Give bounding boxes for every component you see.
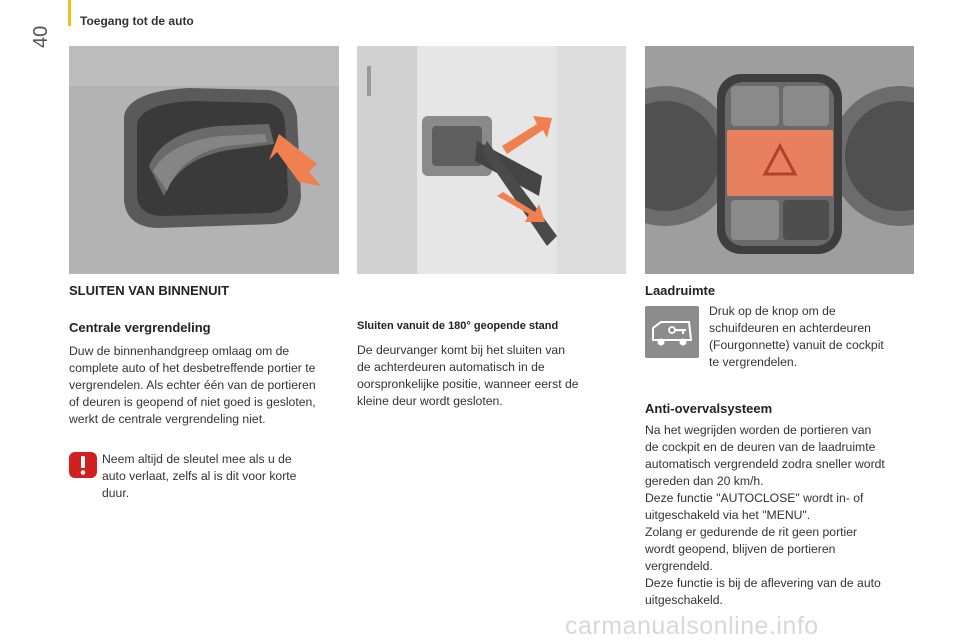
- warning-icon: [69, 452, 97, 478]
- paragraph-centrale-vergrendeling: Duw de binnenhandgreep omlaag om de complete auto of het desbetreffende portier te vergrendelen. Als echter één van de portieren of deuren is geopend of niet goed is gesloten, werkt de centrale vergrendeling niet.: [69, 344, 316, 426]
- heading-anti-overvalsysteem: Anti-overvalsysteem: [645, 401, 773, 416]
- section-title: Toegang tot de auto: [80, 14, 194, 28]
- paragraph-180-stand: De deurvanger komt bij het sluiten van de achterdeuren automatisch in de oorspronkelijke positie, wanneer eerst de kleine deur wordt gesloten.: [357, 343, 579, 408]
- rear-door-hinge-photo: [357, 46, 626, 274]
- van-lock-icon: [645, 306, 699, 358]
- watermark: carmanualsonline.info: [565, 612, 819, 640]
- heading-180-stand: Sluiten vanuit de 180° geopende stand: [357, 320, 559, 332]
- accent-bar: [68, 0, 71, 26]
- paragraph-anti-overvalsysteem: Na het wegrijden worden de portieren van de cockpit en de deuren van de laadruimte automatisch vergrendeld zodra sneller wordt gereden dan 20 km/h. Deze functie "AUTOCLOSE" wordt in- of uitgeschakeld via het "MENU". Zolang er gedurende de rit geen portier wordt geopend, blijven de portieren vergrendeld. Deze functie is bij de aflevering van de auto uitgeschakeld.: [645, 423, 885, 607]
- paragraph-laadruimte: Druk op de knop om de schuifdeuren en achterdeuren (Fourgonnette) vanuit de cockpit te vergrendelen.: [709, 304, 884, 369]
- warning-text: Neem altijd de sleutel mee als u de auto verlaat, zelfs al is dit voor korte duur.: [102, 452, 297, 500]
- subheading-centrale-vergrendeling: Centrale vergrendeling: [69, 320, 211, 335]
- page-number: 40: [30, 25, 52, 48]
- heading-sluiten-binnenuit: SLUITEN VAN BINNENUIT: [69, 283, 230, 298]
- heading-laadruimte: Laadruimte: [645, 283, 716, 298]
- door-handle-photo: [69, 46, 339, 274]
- dashboard-buttons-photo: [645, 46, 914, 274]
